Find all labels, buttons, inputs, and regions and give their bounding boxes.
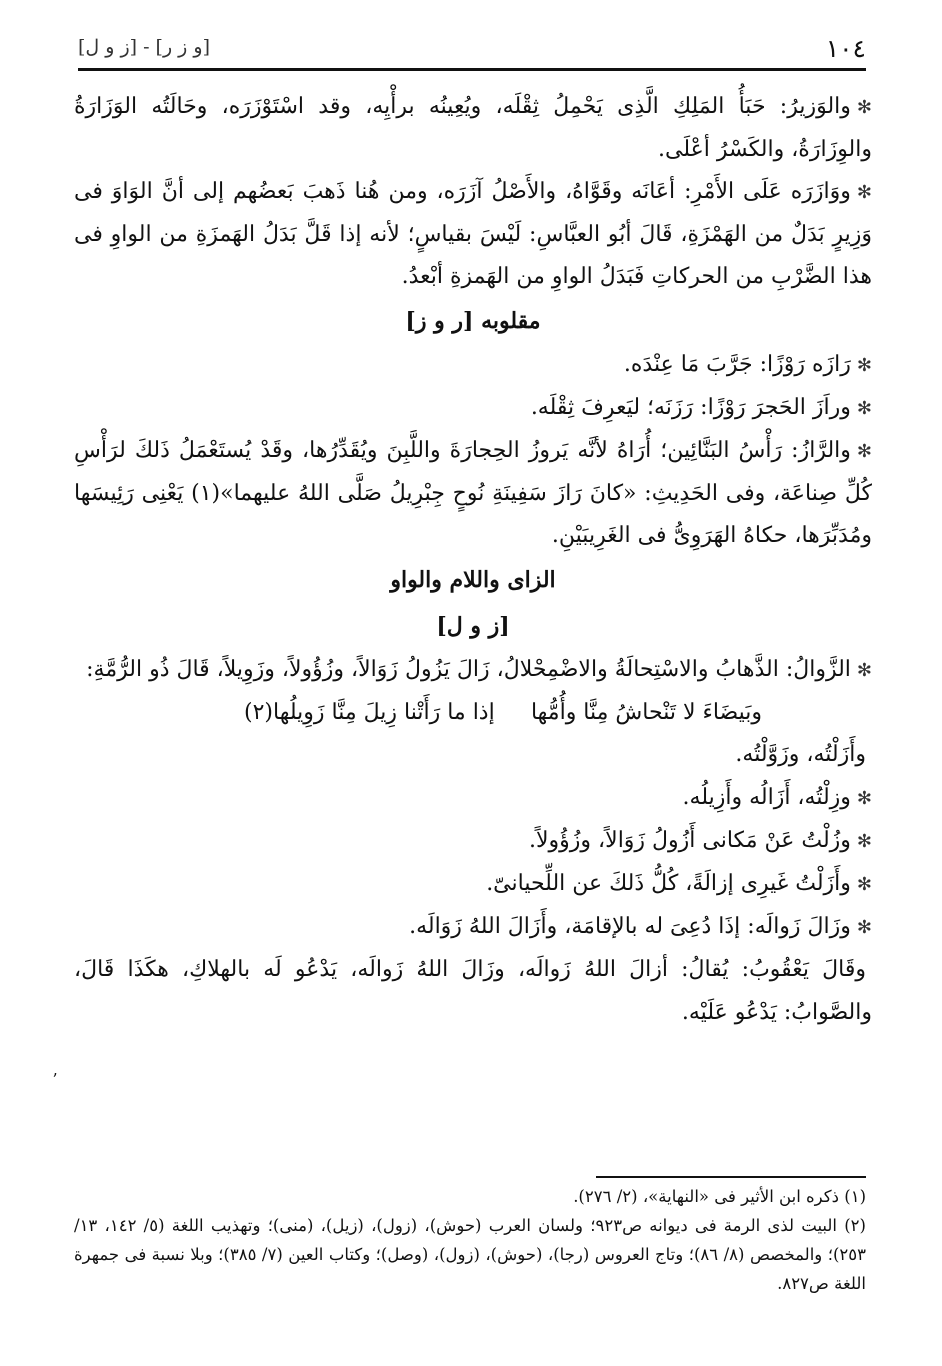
paragraph bbox=[74, 171, 872, 298]
verse-second-hemistich: إذا ما رَأَتْنا زِيلَ مِنَّا زَوِيلُها(٢) bbox=[244, 700, 495, 725]
page-header bbox=[78, 30, 866, 68]
paragraph-text: الزَّوالُ: الذَّهابُ والاسْتِحالَةُ والاضْمِحْلالُ، زَالَ يَزُولُ زَوَالاً، وزُؤُولاً، وزَوِيلاً، قَالَ ذُو الرُّمَّةِ: bbox=[86, 657, 851, 682]
verse-first-hemistich: وبَيضَاءَ لا تَنْحاشُ مِنَّا وأُمُّها bbox=[530, 700, 762, 725]
poetry-verse bbox=[74, 692, 872, 734]
paragraph bbox=[74, 344, 872, 387]
running-title: [و ز ر] - [ز و ل] bbox=[78, 36, 210, 58]
star-icon: ✻ bbox=[856, 97, 872, 118]
footnote: (٢) البيت لذى الرمة فى ديوانه ص٩٢٣؛ ولسان العرب (حوش)، (زول)، (زيل)، (منى)؛ وتهذيب اللغة (٥/ ١٤٢، ١٣/ ٢٥٣)؛ والمخصص (٨/ ٨٦)؛ وتاج العروس (رجا)، (حوش)، (زول)، (وصل)؛ وكتاب العين (٧/ ٣٨٥)؛ وبلا نسبة فى جمهرة اللغة ص٨٢٧. bbox=[74, 1216, 866, 1293]
star-icon: ✻ bbox=[856, 182, 872, 203]
paragraph-text: وأَزَلْتُ غَيرِى إزالَةً، كُلُّ ذَلكَ عن اللِّحيانىّ. bbox=[486, 871, 851, 896]
section-heading: مقلوبه [ر و ز] bbox=[405, 308, 541, 334]
footnote: (١) ذكره ابن الأثير فى «النهاية»، (٢/ ٢٧٦). bbox=[573, 1187, 866, 1206]
chapter-heading: الزاى واللام والواو bbox=[390, 567, 556, 593]
star-icon: ✻ bbox=[856, 660, 872, 681]
paragraph bbox=[74, 777, 872, 820]
paragraph-text: وزِلْتُه، أَزَالُه وأَزِيلُه. bbox=[682, 785, 851, 810]
star-icon: ✻ bbox=[856, 355, 872, 376]
star-icon: ✻ bbox=[856, 441, 872, 462]
header-rule bbox=[78, 68, 866, 71]
paragraph bbox=[74, 86, 872, 171]
paragraph-text: والرَّازُ: رَأْسُ البَنَّائِين؛ أُرَاهُ لأنَّه يَروزُ الحِجارَةَ واللَّبِنَ ويُقَدِّرُها، وقَدْ يُستَعْمَلُ ذَلكَ لرَأْسِ كُلِّ صِناعَة، وفى الحَدِيثِ: «كانَ رَازَ سَفِينَةِ نُوحٍ جِبْرِيلُ صَلَّى اللهُ عليهما»(١) يَعْنِى رَئِيسَها ومُدَبِّرَها، حكاهُ الهَرَوِىُّ فى الغَرِيبَيْنِ. bbox=[74, 438, 872, 548]
star-icon: ✻ bbox=[856, 788, 872, 809]
paragraph-text: ووَازَرَه عَلَى الأَمْرِ: أعَانَه وقَوَّاهُ، والأَصْلُ آزَرَه، ومن هُنا ذَهبَ بَعضُهم إلى أنَّ الوَاوَ فى وَزِيرٍ بَدَلٌ من الهَمْزَةِ، قَالَ أبُو العبَّاسِ: لَيْسَ بقياسٍ؛ لأنه إذا قَلَّ بَدَلُ الهَمزَةِ من الواوِ فى هذا الضَّرْبِ من الحركاتِ فَبَدَلُ الواوِ من الهَمزةِ أبْعدُ. bbox=[74, 179, 872, 289]
paragraph bbox=[74, 820, 872, 863]
paragraph-text: وزَالَ زَوالَه: إذَا دُعِىَ له بالإقامَة، وأَزَالَ اللهُ زَوَالَه. bbox=[409, 914, 851, 939]
paragraph-text: وراَزَ الحَجرَ رَوْزًا: رَزَنَه؛ ليَعرِفَ ثِقْلَه. bbox=[530, 395, 851, 420]
star-icon: ✻ bbox=[856, 831, 872, 852]
star-icon: ✻ bbox=[856, 917, 872, 938]
paragraph-text: وقَالَ يَعْقُوبُ: يُقالُ: أزالَ اللهُ زَوالَه، وزَالَ اللهُ زَوالَه، يَدْعُو لَه بالهلاكِ، هكَذَا قَالَ، والصَّوابُ: يَدْعُو عَلَيْه. bbox=[74, 957, 872, 1025]
paragraph-text: رَازَه رَوْزًا: جَرَّبَ مَا عِنْدَه. bbox=[623, 352, 851, 377]
footnotes bbox=[74, 1182, 866, 1298]
margin-mark: ʼ bbox=[52, 1070, 58, 1089]
page-number: ١٠٤ bbox=[825, 34, 866, 63]
star-icon: ✻ bbox=[856, 398, 872, 419]
paragraph bbox=[74, 387, 872, 430]
star-icon: ✻ bbox=[856, 874, 872, 895]
paragraph bbox=[74, 734, 872, 777]
paragraph bbox=[74, 949, 872, 1034]
root-heading: [ز و ل] bbox=[436, 613, 510, 639]
paragraph-text: وأَزَلْتُه، وزَوَّلْتُه. bbox=[735, 742, 866, 767]
footnote-rule bbox=[596, 1176, 866, 1178]
paragraph bbox=[74, 430, 872, 557]
paragraph bbox=[74, 649, 872, 692]
paragraph bbox=[74, 906, 872, 949]
main-text bbox=[74, 86, 872, 1034]
paragraph-text: والوَزيرُ: حَبَأُ المَلِكِ الَّذِى يَحْمِلُ ثِقْلَه، ويُعِينُه برأْيِه، وقد اسْتَوْزَرَه، وحَالَتُه الوَزَارَةُ والوِزَارَةُ، والكَسْرُ أعْلَى. bbox=[74, 94, 872, 162]
paragraph-text: وزُلْتُ عَنْ مَكانى أَزُولُ زَوَالاً، وزُؤُولاً. bbox=[529, 828, 851, 853]
paragraph bbox=[74, 863, 872, 906]
